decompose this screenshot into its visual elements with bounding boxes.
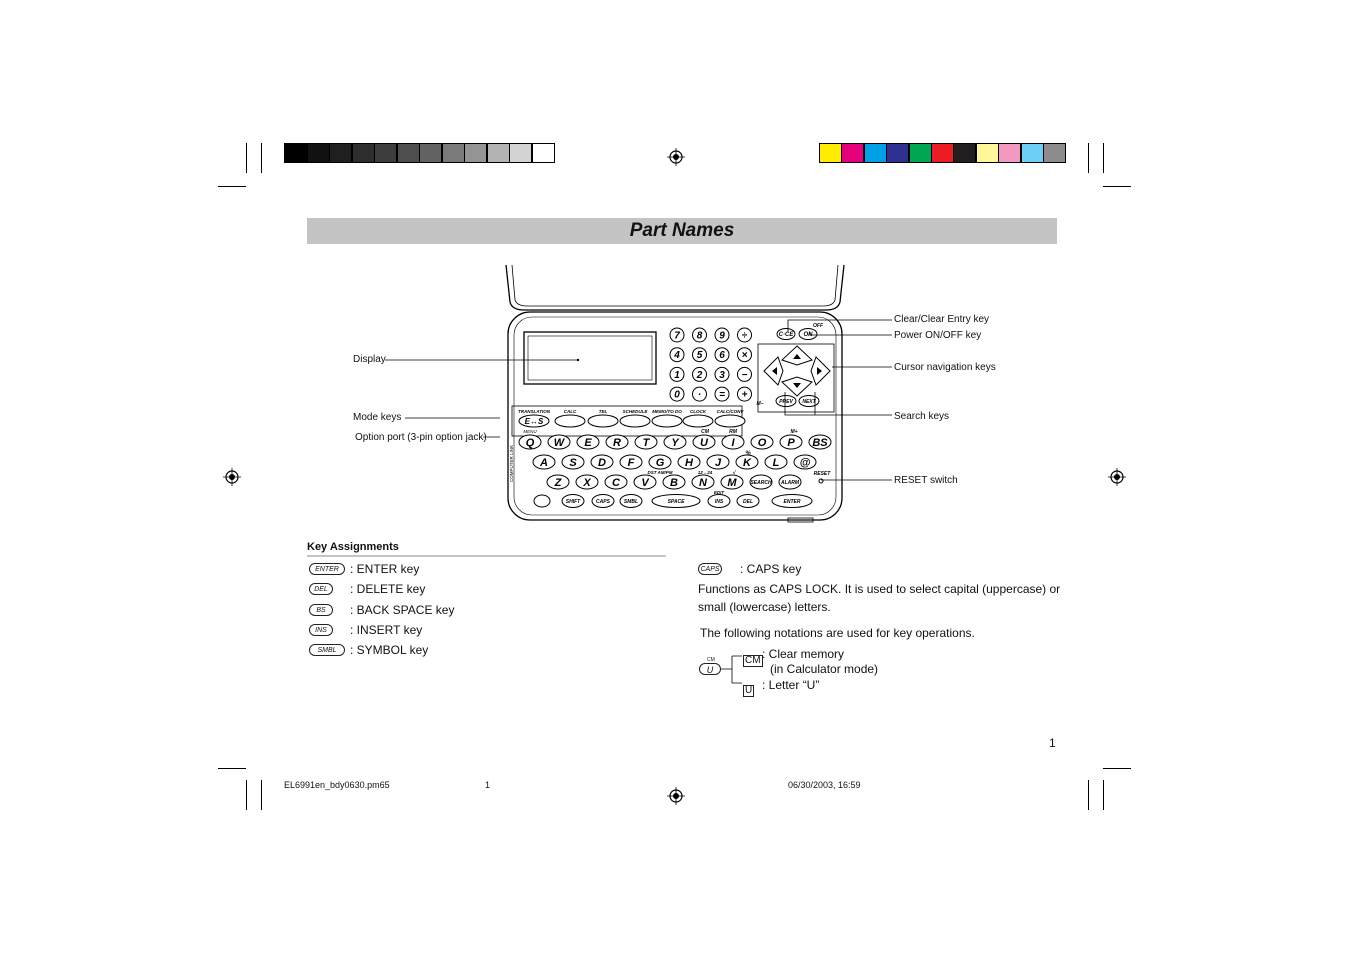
mode-label: CLOCK: [690, 409, 706, 414]
numpad-key-label: 0: [674, 389, 680, 401]
numpad-key-label: ·: [697, 389, 702, 401]
key-row3-label: C: [612, 476, 620, 489]
key-row2-label: L: [772, 456, 780, 469]
key-row3-label: ALARM: [780, 479, 800, 486]
key-assignment-desc: : SYMBOL key: [350, 643, 429, 658]
numpad-key-label: 5: [696, 350, 703, 362]
key-assignment-desc: : DELETE key: [350, 582, 426, 597]
reset-label: RESET: [813, 471, 831, 477]
caps-line1: Functions as CAPS LOCK. It is used to select capital (uppercase) or: [698, 582, 1061, 596]
gray-swatch: [374, 143, 397, 163]
notation-box2-desc: : Letter “U”: [762, 678, 820, 692]
key-row3-label: M: [727, 476, 737, 489]
gray-swatch: [487, 143, 510, 163]
registration-mark-icon: [667, 787, 685, 805]
menu-label: MENU: [523, 429, 537, 434]
key-row2-label: S: [569, 456, 577, 469]
keycap-ins: INS: [309, 624, 333, 636]
mode-label: CALC: [563, 409, 577, 414]
key-row4-label: INS: [714, 498, 724, 505]
mode-label: TEL: [598, 409, 608, 414]
color-swatch: [886, 143, 909, 163]
off-label: OFF: [813, 323, 823, 329]
gray-swatch: [352, 143, 375, 163]
key-row1-label: T: [642, 436, 650, 449]
gray-swatch: [329, 143, 352, 163]
key-row1-label: Y: [671, 436, 679, 449]
key-row1-label: E: [584, 436, 592, 449]
power-key-label: ON: [803, 332, 813, 339]
heading-underline: [307, 555, 666, 557]
numpad-key-label: 9: [719, 330, 725, 342]
key-row3-label: B: [670, 476, 678, 489]
numpad-key-label: 6: [719, 350, 725, 362]
key-row1-label: I: [731, 436, 735, 449]
key-row1-label: P: [787, 436, 795, 449]
hour-label: 12↔24: [697, 470, 713, 475]
notation-box-cm: CM: [745, 655, 761, 666]
key-row1-label: Q: [525, 436, 535, 449]
registration-mark-icon: [223, 468, 241, 486]
key-row2-label: @: [799, 456, 811, 469]
numpad-key-label: ×: [741, 350, 748, 362]
notation-keycap: U: [699, 663, 721, 675]
dst-label: DST AM/PM: [647, 470, 673, 475]
key-row4-label: SHIFT: [565, 498, 581, 505]
color-swatch: [841, 143, 864, 163]
caps-desc: : CAPS key: [740, 562, 802, 576]
key-row1-label: R: [613, 436, 621, 449]
key-row4-label: SPACE: [667, 498, 685, 505]
key-row2-label: F: [627, 456, 635, 469]
numpad-key-label: −: [741, 369, 748, 381]
footer-file: EL6991en_bdy0630.pm65: [284, 780, 390, 790]
numpad-key-label: +: [741, 389, 748, 401]
callout-option-port: Option port (3-pin option jack): [355, 432, 487, 443]
registration-mark-icon: [667, 148, 685, 166]
caps-keycap: CAPS: [698, 563, 722, 575]
key-row2-label: A: [540, 456, 548, 469]
numpad-key-label: =: [719, 389, 725, 401]
computer-link-label: COMPUTER LINK: [509, 444, 514, 482]
key-row1-label: U: [700, 436, 708, 449]
mode-label: SCHEDULE: [622, 409, 648, 414]
notation-box-u: U: [745, 685, 753, 696]
numpad-key-label: 1: [674, 369, 680, 381]
key-row4-label: CAPS: [596, 498, 610, 505]
key-assignment-desc: : INSERT key: [350, 622, 423, 637]
page-number: 1: [1049, 736, 1056, 750]
key-row4-label: ENTER: [783, 498, 801, 505]
callout-search-keys: Search keys: [894, 411, 950, 422]
key-assignment-desc: : BACK SPACE key: [350, 602, 455, 617]
gray-swatch: [397, 143, 420, 163]
next-key-label: NEXT: [802, 398, 816, 405]
title-bar: [307, 218, 1057, 244]
light-key: [534, 495, 550, 507]
color-swatch: [953, 143, 976, 163]
key-row2-label: H: [685, 456, 693, 469]
callout-mode-keys: Mode keys: [353, 412, 402, 423]
caps-line2: small (lowercase) letters.: [698, 600, 831, 614]
key-row1-label: BS: [812, 436, 828, 449]
edit-label: EDIT: [713, 490, 725, 495]
color-swatch: [1043, 143, 1066, 163]
key-row3-label: Z: [554, 476, 562, 489]
key-row1-label: O: [757, 436, 767, 449]
key-row4-label: DEL: [743, 498, 753, 505]
gray-swatch: [307, 143, 330, 163]
key-row3-label: V: [641, 476, 649, 489]
key-assignments-heading: Key Assignments: [307, 541, 399, 553]
key-row2-label: J: [714, 456, 722, 469]
key-row2-label: D: [598, 456, 606, 469]
cm-label: CM: [701, 429, 709, 435]
numpad-key-label: 3: [719, 369, 725, 381]
color-swatch: [819, 143, 842, 163]
percent-label: %: [745, 451, 751, 457]
gray-swatch: [442, 143, 465, 163]
color-swatch: [976, 143, 999, 163]
numpad-key-label: ÷: [741, 330, 748, 342]
registration-mark-icon: [1108, 468, 1126, 486]
footer-date: 06/30/2003, 16:59: [788, 780, 861, 790]
callout-reset-switch: RESET switch: [894, 475, 958, 486]
notation-box1-desc2: (in Calculator mode): [770, 662, 879, 676]
gray-swatch: [284, 143, 307, 163]
callout-power-key: Power ON/OFF key: [894, 330, 982, 341]
gray-swatch: [509, 143, 532, 163]
mode-label: TRANSLATION: [518, 409, 550, 414]
mplus-label: M+: [790, 429, 798, 435]
key-row3-label: N: [699, 476, 707, 489]
keycap-bs: BS: [309, 604, 333, 616]
mode-label: CALC/CONV: [716, 409, 744, 414]
color-swatch: [931, 143, 954, 163]
mode-key-translation-label: E↔S: [524, 416, 544, 426]
numpad-key-label: 2: [696, 369, 703, 381]
key-row1-label: W: [553, 436, 565, 449]
color-swatch: [864, 143, 887, 163]
page-title: Part Names: [629, 220, 735, 241]
key-row3-label: SEARCH: [750, 479, 772, 486]
color-swatch: [909, 143, 932, 163]
key-assignment-desc: : ENTER key: [350, 562, 420, 576]
gray-swatch: [464, 143, 487, 163]
prev-key-label: PREV: [779, 398, 793, 405]
color-swatch: [1021, 143, 1044, 163]
callout-cursor-keys: Cursor navigation keys: [894, 362, 996, 373]
notation-key-small: CM: [707, 657, 715, 663]
color-swatch: [998, 143, 1021, 163]
sqrt-label: √: [732, 470, 736, 476]
numpad-key-label: 7: [674, 330, 680, 342]
mminus-label: M−: [756, 401, 764, 407]
key-row2-label: K: [743, 456, 751, 469]
key-row2-label: G: [655, 456, 665, 469]
callout-display: Display: [353, 354, 386, 365]
notation-box1-desc: : Clear memory: [762, 647, 845, 661]
notation-intro: The following notations are used for key operations.: [700, 626, 975, 640]
clear-key-label: C·CE: [778, 332, 794, 339]
footer-page: 1: [485, 780, 491, 790]
gray-swatch: [419, 143, 442, 163]
rm-label: RM: [729, 429, 737, 435]
key-row4-label: SMBL: [623, 498, 639, 505]
keycap-enter: ENTER: [309, 563, 345, 575]
key-row3-label: X: [583, 476, 591, 489]
keycap-smbl: SMBL: [309, 644, 345, 656]
numpad-key-label: 8: [696, 330, 703, 342]
numpad-key-label: 4: [674, 350, 680, 362]
gray-swatch: [532, 143, 555, 163]
keycap-del: DEL: [309, 583, 333, 595]
callout-clear-key: Clear/Clear Entry key: [894, 314, 990, 325]
mode-label: MEMO/TO DO: [652, 409, 682, 414]
